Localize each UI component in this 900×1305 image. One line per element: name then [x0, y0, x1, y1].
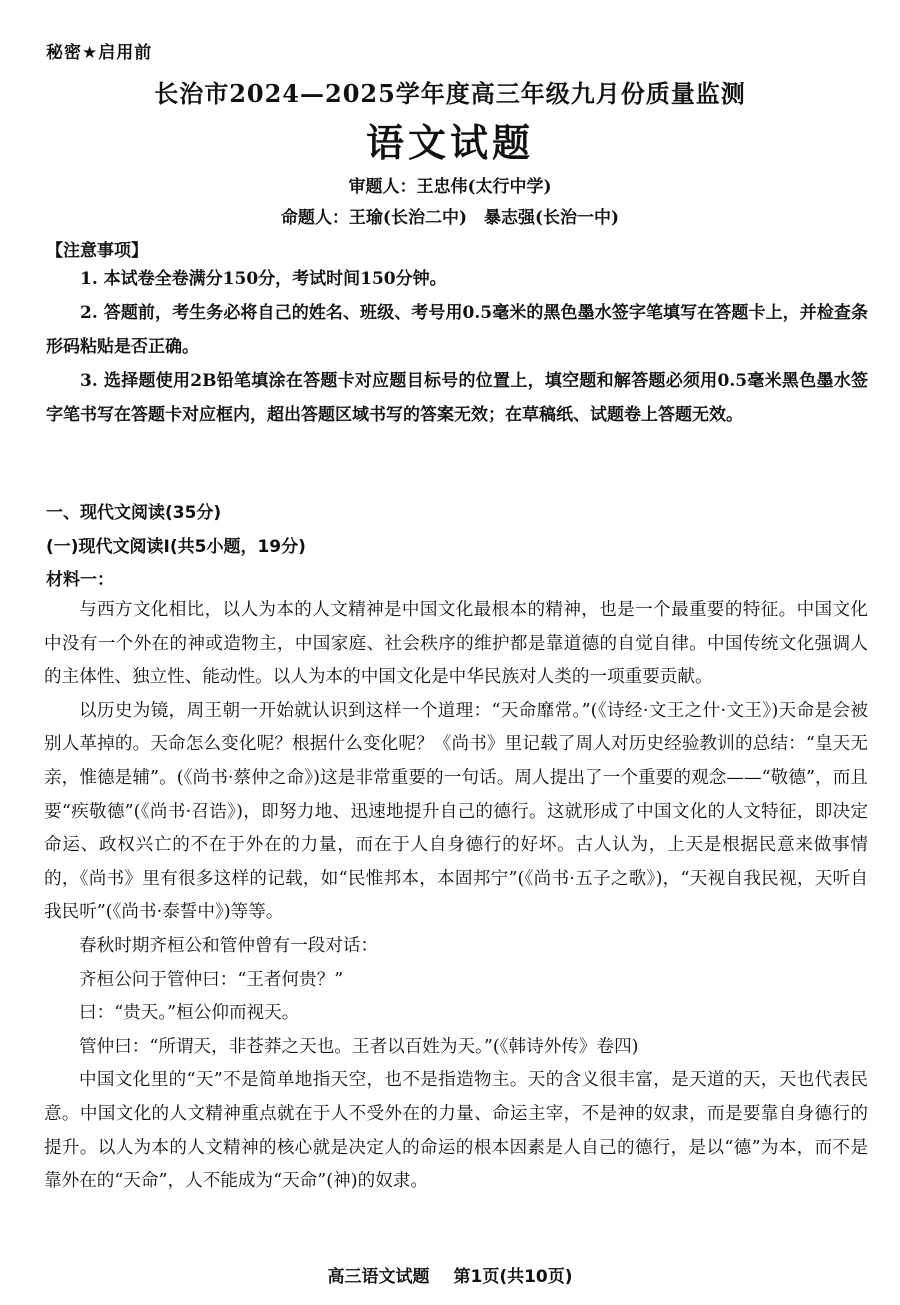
passage-paragraph: 曰：“贵天。”桓公仰而视天。 [79, 1003, 300, 1024]
reviewer-line: 审题人：王忠伟(太行中学) [348, 177, 552, 197]
passage-paragraph: 管仲曰：“所谓天，非苍莽之天也。王者以百姓为天。”(《韩诗外传》卷四) [79, 1036, 639, 1057]
material-label: 材料一： [46, 570, 114, 590]
notice-item: 3. 选择题使用2B铅笔填涂在答题卡对应题目标号的位置上，填空题和解答题必须用0.5毫米黑色墨水签字笔书写在答题卡对应框内，超出答题区域书写的答案无效；在草稿纸、试题卷上答题无效。 [46, 371, 868, 425]
subsection-heading: (一)现代文阅读Ⅰ(共5小题，19分) [46, 537, 306, 557]
passage-paragraph: 中国文化里的“天”不是简单地指天空，也不是指造物主。天的含义很丰富，是天道的天，天也代表民意。中国文化的人文精神重点就在于人不受外在的力量、命运主宰，不是神的奴隶，而是要靠自身德行的提升。以人为本的人文精神的核心就是决定人的命运的根本因素是人自己的德行，是以“德”为本，而不是靠外在的“天命”，人不能成为“天命”(神)的奴隶。 [44, 1070, 868, 1192]
notice-item: 2. 答题前，考生务必将自己的姓名、班级、考号用0.5毫米的黑色墨水签字笔填写在答题卡上，并检查条形码粘贴是否正确。 [46, 303, 868, 357]
footer-page-number: 第1页(共10页) [453, 1267, 573, 1287]
passage-paragraph: 齐桓公问于管仲曰：“王者何贵？” [79, 969, 344, 990]
passage-paragraph: 春秋时期齐桓公和管仲曾有一段对话： [79, 935, 379, 956]
passage-paragraph: 以历史为镜，周王朝一开始就认识到这样一个道理：“天命靡常。”(《诗经·文王之什·文王》)天命是会被别人革掉的。天命怎么变化呢？根据什么变化呢？《尚书》里记载了周人对历史经验教训的总结：“皇天无亲，惟德是辅”。(《尚书·蔡仲之命》)这是非常重要的一句话。周人提出了一个重要的观念——“敬德”，而且要“疾敬德”(《尚书·召诰》)，即努力地、迅速地提升自己的德行。这就形成了中国文化的人文特征，即决定命运、政权兴亡的不在于外在的力量，而在于人自身德行的好坏。古人认为，上天是根据民意来做事情的，《尚书》里有很多这样的记载，如“民惟邦本，本固邦宁”(《尚书·五子之歌》)，“天视自我民视，天听自我民听”(《尚书·泰誓中》)等等。 [44, 700, 868, 923]
notice-heading: 【注意事项】 [46, 241, 148, 261]
section-heading: 一、现代文阅读(35分) [46, 503, 222, 523]
exam-title: 长治市2024—2025学年度高三年级九月份质量监测 [154, 79, 746, 108]
confidential-label: 秘密★启用前 [46, 43, 153, 63]
reading-passage [44, 594, 868, 1199]
notice-item: 1. 本试卷全卷满分150分，考试时间150分钟。 [80, 269, 447, 289]
footer-exam-name: 高三语文试题 [327, 1267, 430, 1287]
author-line: 命题人：王瑜(长治二中) 暴志强(长治一中) [280, 208, 620, 228]
page-footer [0, 1262, 900, 1287]
subject-title: 语文试题 [365, 121, 534, 165]
passage-paragraph: 与西方文化相比，以人为本的人文精神是中国文化最根本的精神，也是一个最重要的特征。中国文化中没有一个外在的神或造物主，中国家庭、社会秩序的维护都是靠道德的自觉自律。中国传统文化强调人的主体性、独立性、能动性。以人为本的中国文化是中华民族对人类的一项重要贡献。 [44, 600, 868, 688]
